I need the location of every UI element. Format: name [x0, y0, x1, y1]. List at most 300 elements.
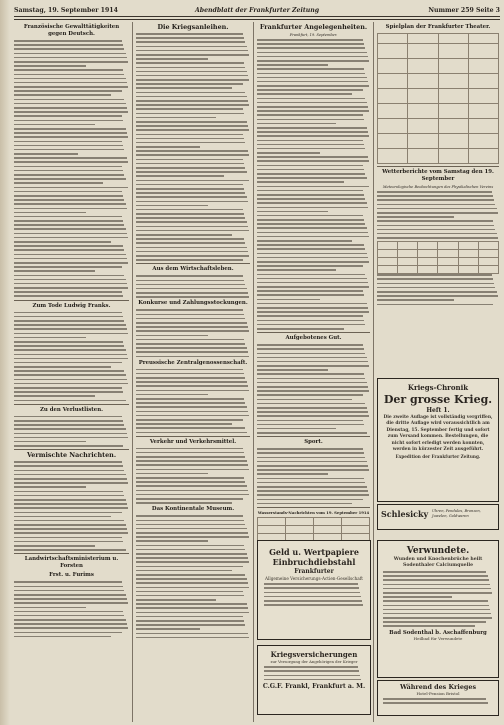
text-line: [257, 219, 364, 221]
text-line: [14, 279, 126, 281]
text-line: [14, 69, 123, 71]
column-1: [14, 22, 129, 722]
text-line: [136, 205, 208, 207]
text-line: [257, 311, 369, 313]
text-line: [14, 528, 127, 530]
text-line: [136, 255, 249, 257]
text-line: [14, 86, 128, 88]
text-line: [136, 318, 245, 320]
text-line: [257, 236, 369, 238]
text-line: [14, 516, 111, 518]
text-line: [14, 441, 86, 443]
text-line: [14, 520, 124, 522]
text-line: [14, 503, 127, 505]
text-line: [136, 163, 244, 165]
text-line: [257, 361, 368, 363]
text-line: [257, 353, 365, 355]
text-line: [257, 348, 364, 350]
text-line: [383, 698, 486, 700]
text-line: [136, 87, 232, 89]
advert-body: Hotel-Pension Bristol: [416, 691, 460, 696]
advert-fine-print: [258, 583, 370, 606]
advert-title: Verwundete.: [406, 546, 470, 556]
text-line: [136, 540, 208, 542]
text-line: [264, 583, 358, 585]
text-line: [257, 473, 328, 475]
text-line: [14, 461, 122, 463]
text-line: [14, 124, 95, 126]
text-line: [257, 403, 365, 405]
text-line: [377, 237, 498, 239]
text-line: [136, 574, 245, 576]
text-line: [14, 74, 124, 76]
text-line: [257, 469, 369, 471]
text-line: [136, 154, 249, 156]
weather-report-subtitle: Meteorologische Beobachtungen des Physikalischen Vereins: [382, 185, 494, 189]
text-line: [14, 549, 126, 551]
text-line: [14, 103, 126, 105]
text-line: [14, 295, 123, 297]
column-2: [136, 22, 250, 722]
text-line: [257, 110, 369, 112]
text-line: [136, 180, 249, 182]
text-line: [136, 419, 243, 421]
text-line: [264, 679, 361, 681]
text-line: [136, 58, 208, 60]
text-line: [257, 461, 367, 463]
text-line: [136, 624, 245, 626]
text-line: [14, 400, 126, 402]
verwundete-advert: [377, 540, 499, 678]
text-line: [257, 373, 364, 375]
text-line: [257, 177, 367, 179]
text-line: [257, 253, 367, 255]
text-line: [14, 224, 124, 226]
text-line: [257, 394, 363, 396]
text-line: [14, 545, 95, 547]
text-line: [14, 132, 127, 134]
text-line: [377, 225, 494, 227]
text-line: [14, 182, 103, 184]
text-line: [14, 99, 124, 101]
text-line: [136, 184, 243, 186]
text-line: [136, 242, 245, 244]
text-line: [136, 536, 249, 538]
text-line: [14, 324, 126, 326]
text-line: [136, 67, 245, 69]
text-line: [257, 411, 368, 413]
text-line: [136, 490, 248, 492]
text-line: [14, 636, 111, 638]
text-line: [136, 381, 247, 383]
text-line: [14, 349, 126, 351]
text-line: [136, 343, 245, 345]
text-line: [14, 420, 123, 422]
column-3: [257, 22, 370, 542]
text-line: [257, 382, 367, 384]
text-line: [257, 357, 367, 359]
text-line: [377, 195, 493, 197]
text-line: [136, 616, 243, 618]
section-heading: Das Kontinentale Museum.: [151, 506, 235, 513]
text-line: [14, 107, 127, 109]
section-heading: Zu den Verlustlisten.: [39, 406, 104, 413]
text-line: [136, 188, 244, 190]
text-line: [14, 283, 127, 285]
text-line: [14, 358, 128, 360]
text-line: [14, 507, 128, 509]
advert-subtitle: zur Versorgung der Angehörigen der Krieger: [270, 659, 358, 664]
text-line: [14, 266, 122, 268]
text-line: [136, 142, 245, 144]
text-line: [14, 174, 124, 176]
text-line: [257, 190, 363, 192]
text-line: [14, 40, 122, 42]
text-line: [136, 314, 244, 316]
text-line: [257, 257, 368, 259]
text-line: [136, 221, 247, 223]
text-line: [383, 621, 486, 623]
text-line: [136, 549, 245, 551]
text-line: [257, 432, 367, 434]
text-line: [383, 596, 452, 598]
text-line: [14, 586, 123, 588]
section-heading: Sport.: [304, 439, 323, 446]
text-line: [257, 424, 364, 426]
text-line: [136, 37, 244, 39]
text-line: [136, 398, 244, 400]
column-divider: [373, 22, 374, 722]
text-line: [14, 512, 122, 514]
text-line: [377, 199, 494, 201]
text-line: [377, 299, 454, 301]
text-line: [257, 198, 365, 200]
text-line: [136, 545, 244, 547]
text-line: [136, 46, 247, 48]
text-line: [377, 287, 495, 289]
article-headline: Die Kriegsanleihen.: [157, 23, 229, 31]
text-line: [136, 599, 216, 601]
text-line: [14, 598, 127, 600]
text-line: [14, 581, 122, 583]
text-line: [136, 292, 248, 294]
article-body: [136, 275, 250, 298]
text-line: [136, 432, 247, 434]
advert-body: Uhren, Pendules, Bronzen, Juwelen, Goldwaren: [432, 509, 481, 518]
text-line: [14, 607, 86, 609]
text-line: [14, 111, 128, 113]
text-line: [257, 207, 368, 209]
text-line: [136, 238, 244, 240]
text-line: [257, 244, 364, 246]
text-line: [383, 702, 488, 704]
text-line: [14, 136, 128, 138]
text-line: [257, 211, 328, 213]
text-line: [14, 532, 128, 534]
header-page-number: Nummer 259 Seite 3: [428, 7, 500, 14]
article-headline: Französische Gewalttätigkeiten gegen Deutsch.: [23, 24, 120, 37]
advert-headline: Der grosse Krieg.: [383, 393, 493, 406]
text-line: [136, 411, 248, 413]
advert-company: C.G.F. Frankl, Frankfurt a. M.: [262, 682, 366, 690]
text-line: [136, 104, 249, 106]
text-line: [136, 356, 249, 358]
text-line: [136, 117, 216, 119]
text-line: [136, 607, 248, 609]
text-line: [14, 486, 86, 488]
text-line: [136, 347, 247, 349]
text-line: [383, 579, 489, 581]
text-line: [136, 217, 245, 219]
text-line: [14, 161, 128, 163]
text-line: [264, 596, 361, 598]
article-body: [14, 312, 129, 402]
text-line: [14, 65, 86, 67]
text-line: [14, 632, 122, 634]
text-line: [136, 50, 248, 52]
text-line: [136, 201, 248, 203]
text-line: [257, 152, 320, 154]
text-line: [14, 333, 128, 335]
text-line: [136, 481, 245, 483]
text-line: [136, 557, 248, 559]
article-body: [14, 581, 129, 637]
text-line: [136, 234, 232, 236]
text-line: [136, 473, 208, 475]
text-line: [14, 220, 123, 222]
text-line: [136, 213, 244, 215]
text-line: [14, 249, 124, 251]
text-line: [257, 223, 365, 225]
text-line: [14, 82, 127, 84]
text-line: [257, 47, 365, 49]
advert-issue: Heft 1.: [426, 407, 450, 414]
text-line: [14, 619, 126, 621]
text-line: [257, 486, 367, 488]
text-line: [136, 620, 244, 622]
text-line: [14, 499, 126, 501]
text-line: [136, 125, 248, 127]
schlesicky-advert: [377, 504, 499, 530]
text-line: [257, 43, 364, 45]
text-line: [14, 374, 126, 376]
text-line: [136, 582, 248, 584]
text-line: [14, 53, 126, 55]
text-line: [136, 71, 247, 73]
text-line: [14, 345, 124, 347]
water-levels-table: [257, 517, 370, 542]
text-line: [264, 587, 359, 589]
article-body: [14, 461, 129, 551]
advert-body: Allgemeine Versicherungs-Actien-Gesellschaft: [265, 576, 363, 581]
theater-schedule-table: [377, 33, 499, 164]
text-line: [14, 354, 127, 356]
text-line: [14, 270, 95, 272]
text-line: [14, 141, 122, 143]
text-line: [14, 291, 122, 293]
text-line: [14, 445, 123, 447]
text-line: [136, 339, 244, 341]
text-line: [257, 315, 363, 317]
text-line: [257, 478, 364, 480]
section-heading: Aufgebotenes Gut.: [285, 335, 342, 342]
text-line: [383, 592, 492, 594]
text-line: [136, 427, 245, 429]
text-line: [14, 428, 126, 430]
text-line: [257, 60, 369, 62]
column-divider: [253, 22, 254, 722]
text-line: [257, 64, 328, 66]
text-line: [136, 528, 247, 530]
article-body: [257, 344, 370, 434]
text-line: [136, 259, 243, 261]
text-line: [257, 52, 367, 54]
text-line: [136, 515, 243, 517]
text-line: [383, 617, 492, 619]
text-line: [14, 258, 127, 260]
text-line: [136, 494, 249, 496]
text-line: [136, 485, 247, 487]
text-line: [14, 341, 123, 343]
text-line: [136, 335, 208, 337]
text-line: [136, 452, 244, 454]
text-line: [383, 588, 491, 590]
text-line: [14, 391, 123, 393]
text-line: [14, 57, 127, 59]
text-line: [136, 251, 248, 253]
text-line: [264, 670, 359, 672]
text-line: [383, 584, 490, 586]
water-levels-title: Wasserstands-Nachrichten vom 19. September 1914: [257, 509, 370, 515]
text-line: [257, 299, 320, 301]
text-line: [14, 287, 128, 289]
text-line: [377, 278, 493, 280]
text-line: [257, 131, 368, 133]
text-line: [136, 460, 247, 462]
kriegsversicherungen-advert: [257, 645, 371, 715]
text-line: [257, 328, 344, 330]
text-line: [377, 204, 495, 206]
text-line: [14, 320, 124, 322]
text-line: [136, 171, 247, 173]
text-line: [14, 245, 123, 247]
text-line: [136, 532, 248, 534]
theater-schedule-title: Spielplan der Frankfurter Theater.: [385, 24, 491, 30]
text-line: [14, 115, 122, 117]
section-heading: Preussische Zentralgenossenschaft.: [138, 359, 248, 366]
text-line: [14, 424, 124, 426]
article-body: [136, 369, 250, 433]
text-line: [383, 575, 488, 577]
header-rule: [14, 16, 500, 17]
text-line: [383, 613, 491, 615]
text-line: [14, 623, 127, 625]
text-line: [257, 390, 369, 392]
text-line: [14, 128, 126, 130]
text-line: [136, 520, 244, 522]
text-line: [136, 603, 247, 605]
article-body: [136, 515, 250, 638]
text-line: [257, 482, 365, 484]
text-line: [14, 328, 127, 330]
text-line: [257, 320, 364, 322]
text-line: [14, 470, 124, 472]
text-line: [383, 625, 475, 627]
text-line: [136, 587, 249, 589]
text-line: [14, 474, 126, 476]
text-line: [14, 437, 128, 439]
text-line: [383, 605, 489, 607]
text-line: [136, 288, 247, 290]
text-line: [136, 566, 243, 568]
article-body: [257, 39, 370, 330]
text-line: [14, 166, 122, 168]
text-line: [136, 192, 245, 194]
text-line: [257, 290, 363, 292]
text-line: [14, 627, 128, 629]
text-line: [257, 56, 368, 58]
text-line: [14, 153, 78, 155]
kriegs-chronik-advert: [377, 378, 499, 502]
advert-fine-print: [258, 666, 370, 680]
text-line: [257, 294, 364, 296]
text-line: [136, 390, 249, 392]
text-line: [136, 159, 243, 161]
text-line: [257, 365, 369, 367]
advert-location: Bad Sodenthal b. Aschaffenburg: [389, 629, 487, 636]
text-line: [14, 362, 122, 364]
text-line: [136, 578, 247, 580]
text-line: [257, 181, 344, 183]
text-line: [257, 89, 363, 91]
text-line: [14, 157, 127, 159]
text-line: [257, 344, 363, 346]
text-line: [14, 465, 123, 467]
header-date: Samstag, 19. September 1914: [14, 7, 118, 14]
text-line: [14, 203, 126, 205]
advert-title: Kriegs-Chronik: [407, 383, 469, 392]
text-line: [136, 309, 243, 311]
text-line: [136, 637, 249, 639]
text-line: [257, 494, 369, 496]
text-line: [14, 537, 122, 539]
text-line: [14, 491, 123, 493]
text-line: [257, 274, 365, 276]
text-line: [257, 457, 365, 459]
text-line: [257, 81, 368, 83]
text-line: [377, 191, 492, 193]
text-line: [257, 415, 369, 417]
text-line: [257, 114, 363, 116]
advert-headline: Wunden und Knochenbrüche heilt Sodenthaler Calciumquelle: [393, 557, 483, 568]
text-line: [14, 241, 111, 243]
section-heading: Verkehr und Verkehrsmittel.: [149, 438, 237, 445]
text-line: [14, 170, 123, 172]
text-line: [14, 337, 86, 339]
text-line: [14, 187, 128, 189]
text-line: [136, 138, 244, 140]
text-line: [136, 146, 200, 148]
text-line: [136, 209, 243, 211]
header-rule-2: [14, 19, 500, 20]
text-line: [257, 465, 368, 467]
waehrend-des-krieges-advert: [377, 680, 499, 716]
text-line: [136, 502, 232, 504]
advert-city: Frankfurter: [294, 568, 334, 575]
text-line: [264, 666, 358, 668]
text-line: [14, 482, 128, 484]
text-line: [14, 191, 122, 193]
